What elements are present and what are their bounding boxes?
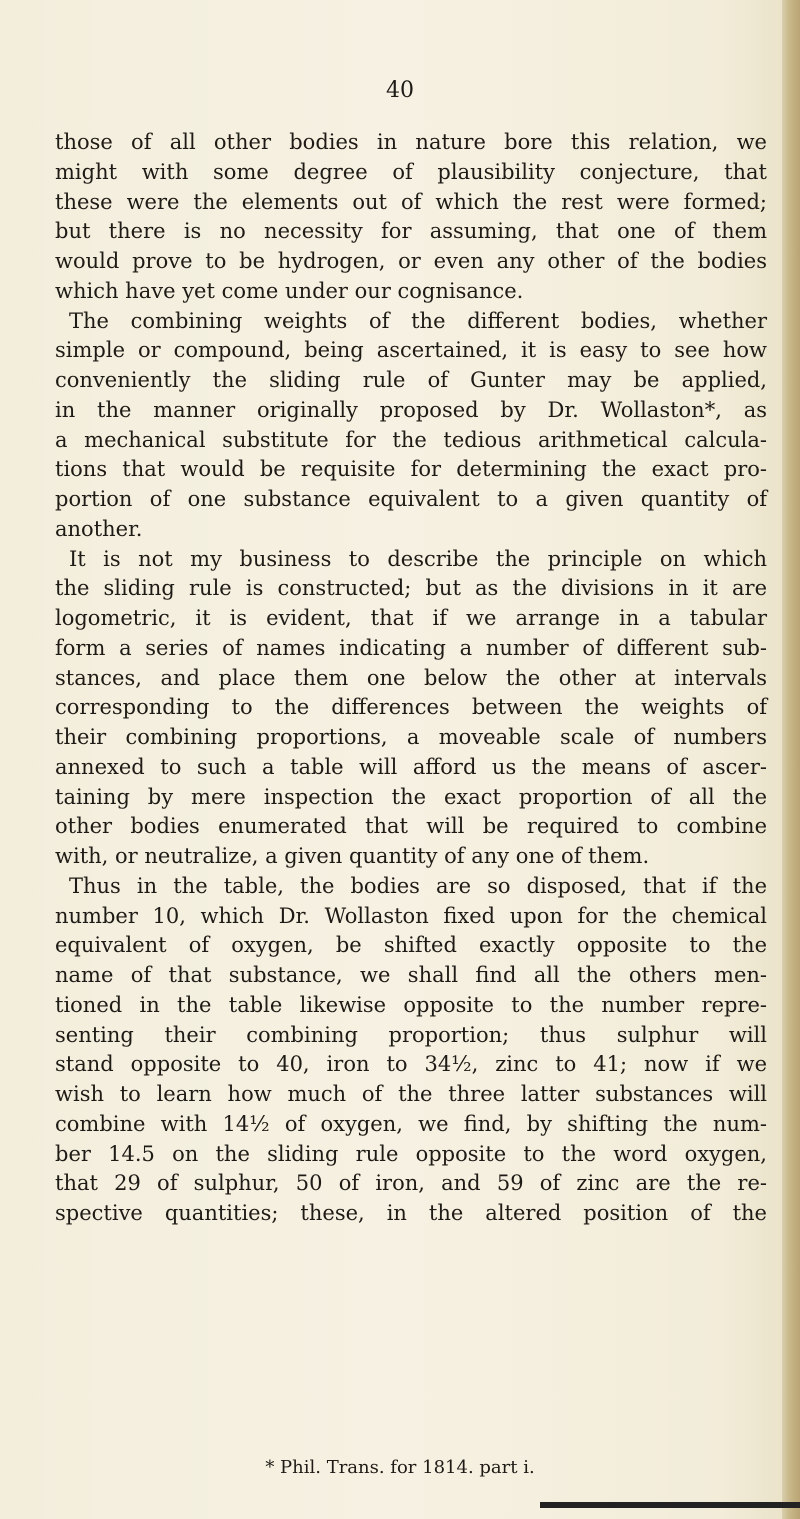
- text-line: that 29 of sulphur, 50 of iron, and 59 of zinc are the re-: [55, 1171, 767, 1196]
- text-line: stances, and place them one below the other at intervals: [55, 665, 767, 690]
- text-line: tions that would be requisite for determining the exact pro-: [55, 457, 767, 482]
- page-edge: [782, 0, 800, 1519]
- body-text: [55, 128, 767, 1229]
- text-line: ber 14.5 on the sliding rule opposite to the word oxygen,: [55, 1141, 767, 1166]
- text-line: the sliding rule is constructed; but as the divisions in it are: [55, 576, 767, 601]
- footnote: * Phil. Trans. for 1814. part i.: [265, 1457, 535, 1478]
- text-line: with, or neutralize, a given quantity of any one of them.: [55, 844, 650, 868]
- text-line: number 10, which Dr. Wollaston fixed upon for the chemical: [55, 903, 767, 928]
- text-line: wish to learn how much of the three latter substances will: [55, 1082, 767, 1106]
- text-line: a mechanical substitute for the tedious arithmetical calcula-: [55, 427, 767, 452]
- text-line: but there is no necessity for assuming, that one of them: [55, 219, 767, 244]
- bottom-rule: [540, 1502, 800, 1508]
- page-number: 40: [386, 78, 414, 103]
- text-line: conveniently the sliding rule of Gunter may be applied,: [55, 368, 767, 392]
- text-line: Thus in the table, the bodies are so disposed, that if the: [69, 873, 767, 898]
- text-line: other bodies enumerated that will be required to combine: [55, 814, 767, 839]
- text-line: annexed to such a table will afford us the means of ascer-: [55, 754, 767, 779]
- text-line: It is not my business to describe the principle on which: [69, 546, 767, 571]
- text-line: logometric, it is evident, that if we arrange in a tabular: [55, 606, 767, 630]
- text-line: stand opposite to 40, iron to 34½, zinc to 41; now if we: [55, 1052, 767, 1077]
- text-line: form a series of names indicating a number of different sub-: [55, 635, 767, 660]
- text-line: tioned in the table likewise opposite to the number repre-: [55, 992, 767, 1017]
- text-line: corresponding to the differences between the weights of: [55, 695, 767, 720]
- text-line: name of that substance, we shall find all the others men-: [55, 963, 767, 987]
- text-line: simple or compound, being ascertained, it is easy to see how: [55, 338, 767, 363]
- text-line: senting their combining proportion; thus sulphur will: [55, 1022, 767, 1047]
- text-line: might with some degree of plausibility conjecture, that: [55, 159, 767, 184]
- text-line: these were the elements out of which the rest were formed;: [55, 189, 767, 214]
- text-line: those of all other bodies in nature bore this relation, we: [55, 130, 767, 154]
- text-line: portion of one substance equivalent to a given quantity of: [55, 487, 767, 511]
- text-line: another.: [55, 516, 143, 541]
- text-line: taining by mere inspection the exact proportion of all the: [55, 784, 767, 809]
- text-line: their combining proportions, a moveable scale of numbers: [55, 725, 767, 749]
- text-line: would prove to be hydrogen, or even any other of the bodies: [55, 249, 767, 273]
- text-line: The combining weights of the different bodies, whether: [69, 308, 767, 333]
- text-line: spective quantities; these, in the altered position of the: [55, 1201, 767, 1225]
- text-line: in the manner originally proposed by Dr. Wollaston*, as: [55, 397, 767, 422]
- text-line: which have yet come under our cognisance.: [55, 278, 524, 303]
- text-line: equivalent of oxygen, be shifted exactly opposite to the: [55, 933, 767, 958]
- text-line: combine with 14½ of oxygen, we find, by shifting the num-: [55, 1111, 767, 1136]
